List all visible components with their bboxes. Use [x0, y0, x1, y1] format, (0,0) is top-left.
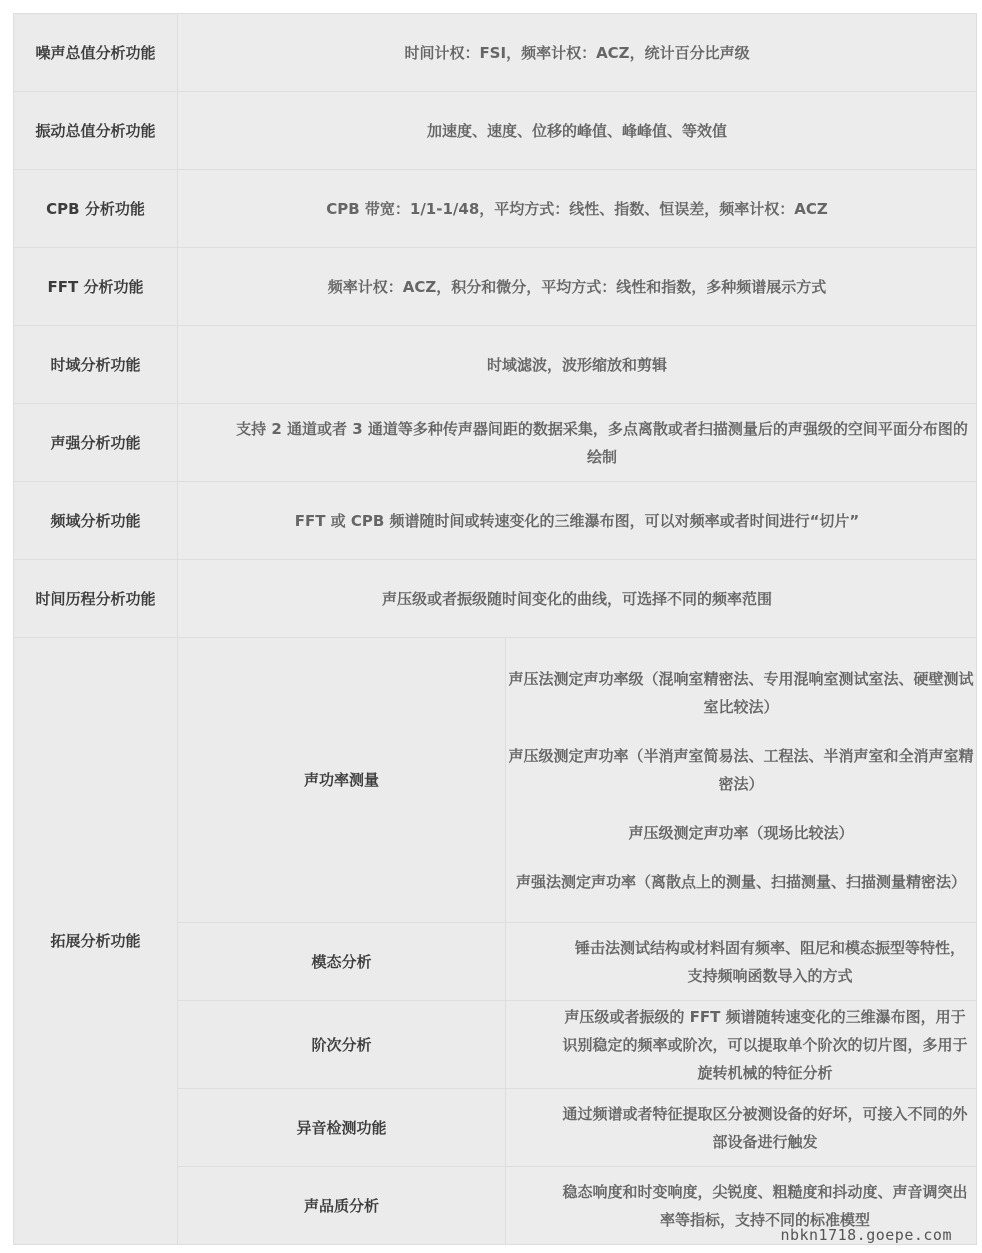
sound-power-item: 声强法测定声功率（离散点上的测量、扫描测量、扫描测量精密法）	[516, 872, 967, 891]
sound-power-item: 声压级测定声功率（半消声室简易法、工程法、半消声室和全消声室精密法）	[508, 746, 974, 793]
table-row	[14, 560, 977, 638]
modal-desc: 锤击法测试结构或材料固有频率、阻尼和模态振型等特性，支持频响函数导入的方式	[506, 923, 977, 1001]
sound-power-label: 声功率测量	[178, 638, 506, 923]
spacer	[506, 721, 976, 742]
order-label: 阶次分析	[178, 1001, 506, 1089]
row-label: 振动总值分析功能	[14, 92, 178, 170]
table-row	[14, 482, 977, 560]
row-label: FFT 分析功能	[14, 248, 178, 326]
row-label: 频域分析功能	[14, 482, 178, 560]
row-label: 时间历程分析功能	[14, 560, 178, 638]
row-label: 时域分析功能	[14, 326, 178, 404]
row-desc: 声压级或者振级随时间变化的曲线，可选择不同的频率范围	[178, 560, 977, 638]
table-row	[14, 92, 977, 170]
sound-power-methods	[506, 638, 977, 923]
spacer	[506, 847, 976, 868]
quality-desc: 稳态响度和时变响度，尖锐度、粗糙度和抖动度、声音调突出率等指标，支持不同的标准模型	[506, 1167, 977, 1245]
table-row-sound-power	[14, 638, 977, 923]
row-desc: FFT 或 CPB 频谱随时间或转速变化的三维瀑布图，可以对频率或者时间进行“切片”	[178, 482, 977, 560]
row-desc: 频率计权：ACZ，积分和微分，平均方式：线性和指数，多种频谱展示方式	[178, 248, 977, 326]
abnormal-label: 异音检测功能	[178, 1089, 506, 1167]
abnormal-desc: 通过频谱或者特征提取区分被测设备的好坏，可接入不同的外部设备进行触发	[506, 1089, 977, 1167]
sound-power-item: 声压级测定声功率（现场比较法）	[628, 823, 854, 842]
row-desc: CPB 带宽：1/1-1/48，平均方式：线性、指数、恒误差，频率计权：ACZ	[178, 170, 977, 248]
row-desc: 时间计权：FSI，频率计权：ACZ，统计百分比声级	[178, 14, 977, 92]
order-desc: 声压级或者振级的 FFT 频谱随转速变化的三维瀑布图，用于识别稳定的频率或阶次，可以提取单个阶次的切片图，多用于旋转机械的特征分析	[506, 1001, 977, 1089]
spacer	[506, 798, 976, 819]
row-desc: 支持 2 通道或者 3 通道等多种传声器间距的数据采集，多点离散或者扫描测量后的声强级的空间平面分布图的绘制	[178, 404, 977, 482]
table-row	[14, 326, 977, 404]
spec-table	[13, 13, 977, 1245]
table-row	[14, 14, 977, 92]
row-label: CPB 分析功能	[14, 170, 178, 248]
watermark-text: nbkn1718.goepe.com	[780, 1226, 952, 1244]
quality-label: 声品质分析	[178, 1167, 506, 1245]
table-row	[14, 248, 977, 326]
table-row	[14, 404, 977, 482]
table-row	[14, 170, 977, 248]
modal-label: 模态分析	[178, 923, 506, 1001]
extended-label: 拓展分析功能	[14, 638, 178, 1245]
sound-power-item: 声压法测定声功率级（混响室精密法、专用混响室测试室法、硬壁测试室比较法）	[508, 669, 974, 716]
row-label: 声强分析功能	[14, 404, 178, 482]
row-desc: 加速度、速度、位移的峰值、峰峰值、等效值	[178, 92, 977, 170]
row-desc: 时域滤波，波形缩放和剪辑	[178, 326, 977, 404]
row-label: 噪声总值分析功能	[14, 14, 178, 92]
